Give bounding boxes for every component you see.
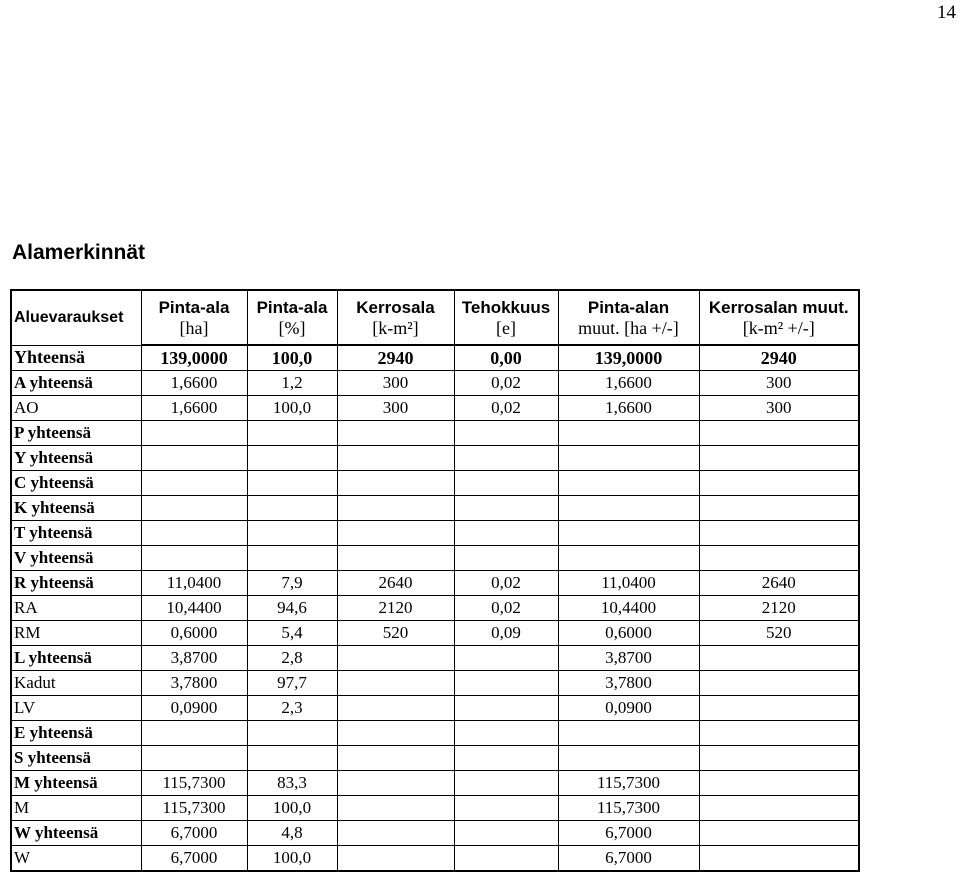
table-cell: 83,3 (247, 771, 337, 796)
table-cell: 520 (699, 621, 859, 646)
table-cell (699, 546, 859, 571)
table-row (11, 546, 859, 571)
table-row (11, 571, 859, 596)
table-cell: 0,0900 (558, 696, 699, 721)
table-cell: 6,7000 (141, 846, 247, 872)
table-cell (337, 746, 454, 771)
table-cell (699, 446, 859, 471)
row-label: E yhteensä (11, 721, 141, 746)
table-cell: 2940 (337, 345, 454, 371)
table-cell (558, 471, 699, 496)
table-cell (558, 521, 699, 546)
table-cell: 3,8700 (558, 646, 699, 671)
table-cell (141, 446, 247, 471)
table-cell (337, 796, 454, 821)
table-cell: 100,0 (247, 796, 337, 821)
table-cell: 520 (337, 621, 454, 646)
table-cell (337, 771, 454, 796)
table-row (11, 846, 859, 872)
table-cell (141, 421, 247, 446)
table-cell (247, 421, 337, 446)
table-cell (454, 521, 558, 546)
table-header (11, 290, 859, 345)
column-unit-ha-change: muut. [ha +/-] (558, 318, 699, 345)
table-cell: 300 (699, 396, 859, 421)
table-cell: 0,00 (454, 345, 558, 371)
table-cell: 11,0400 (558, 571, 699, 596)
table-cell: 11,0400 (141, 571, 247, 596)
table-cell: 115,7300 (141, 771, 247, 796)
table-cell (337, 521, 454, 546)
column-unit-pct: [%] (247, 318, 337, 345)
table-cell (247, 721, 337, 746)
table-row (11, 596, 859, 621)
table-cell (699, 771, 859, 796)
table-cell (141, 521, 247, 546)
table-cell (337, 821, 454, 846)
table-cell (454, 771, 558, 796)
table-cell: 2120 (337, 596, 454, 621)
table-cell: 2940 (699, 345, 859, 371)
table-cell: 2640 (337, 571, 454, 596)
table-cell: 7,9 (247, 571, 337, 596)
row-label: C yhteensä (11, 471, 141, 496)
table-cell: 100,0 (247, 396, 337, 421)
table-cell (454, 421, 558, 446)
row-label: Kadut (11, 671, 141, 696)
table-cell: 1,2 (247, 371, 337, 396)
table-cell (699, 421, 859, 446)
table-cell (699, 796, 859, 821)
table-row (11, 646, 859, 671)
table-row (11, 421, 859, 446)
table-cell: 5,4 (247, 621, 337, 646)
table-row (11, 671, 859, 696)
table-cell (454, 446, 558, 471)
table-cell (699, 721, 859, 746)
table-cell (247, 446, 337, 471)
page-number: 14 (937, 2, 956, 23)
table-cell: 115,7300 (558, 796, 699, 821)
table-cell (247, 521, 337, 546)
table-cell: 0,09 (454, 621, 558, 646)
row-label: M (11, 796, 141, 821)
table-cell (454, 746, 558, 771)
table-cell (454, 496, 558, 521)
table-row (11, 396, 859, 421)
table-cell: 139,0000 (558, 345, 699, 371)
table-cell (699, 496, 859, 521)
table-cell (337, 721, 454, 746)
table-cell: 3,8700 (141, 646, 247, 671)
table-cell (699, 521, 859, 546)
row-label: K yhteensä (11, 496, 141, 521)
table-row (11, 521, 859, 546)
table-cell: 6,7000 (141, 821, 247, 846)
table-cell (558, 496, 699, 521)
table-cell (699, 671, 859, 696)
table-cell: 1,6600 (558, 396, 699, 421)
land-use-table (10, 289, 860, 872)
table-cell (454, 546, 558, 571)
table-row (11, 471, 859, 496)
table-cell (699, 471, 859, 496)
table-cell: 0,0900 (141, 696, 247, 721)
table-cell (558, 421, 699, 446)
row-label: P yhteensä (11, 421, 141, 446)
column-unit-km2: [k-m²] (337, 318, 454, 345)
table-cell: 6,7000 (558, 846, 699, 872)
column-unit-ha: [ha] (141, 318, 247, 345)
table-cell: 300 (699, 371, 859, 396)
header-row (11, 290, 859, 318)
row-label: W yhteensä (11, 821, 141, 846)
table-cell (454, 646, 558, 671)
table-cell: 10,4400 (141, 596, 247, 621)
table-row (11, 771, 859, 796)
table-cell: 2,8 (247, 646, 337, 671)
row-label: Yhteensä (11, 345, 141, 371)
table-cell (699, 696, 859, 721)
table-cell (337, 421, 454, 446)
column-header-pinta-ala-ha: Pinta-ala (141, 290, 247, 318)
table-cell (141, 471, 247, 496)
column-unit-e: [e] (454, 318, 558, 345)
table-cell (247, 546, 337, 571)
row-label: M yhteensä (11, 771, 141, 796)
table-cell: 115,7300 (141, 796, 247, 821)
table-cell (454, 471, 558, 496)
table-row (11, 496, 859, 521)
table-cell (247, 746, 337, 771)
table-cell (454, 846, 558, 872)
table-cell (337, 546, 454, 571)
table-cell: 300 (337, 371, 454, 396)
table-cell (247, 471, 337, 496)
table-cell (141, 721, 247, 746)
table-cell: 0,02 (454, 396, 558, 421)
table-cell (141, 496, 247, 521)
column-header-pinta-ala-pct: Pinta-ala (247, 290, 337, 318)
row-label: A yhteensä (11, 371, 141, 396)
table-row (11, 796, 859, 821)
table-cell (337, 846, 454, 872)
table-cell: 2640 (699, 571, 859, 596)
table-cell: 4,8 (247, 821, 337, 846)
table-row (11, 746, 859, 771)
table-cell: 10,4400 (558, 596, 699, 621)
table-row (11, 821, 859, 846)
table-cell (558, 446, 699, 471)
table-cell: 1,6600 (558, 371, 699, 396)
table-row (11, 446, 859, 471)
table-cell (141, 746, 247, 771)
table-cell (454, 821, 558, 846)
table-cell: 139,0000 (141, 345, 247, 371)
table-cell: 3,7800 (141, 671, 247, 696)
table-body (11, 345, 859, 871)
table-cell: 2,3 (247, 696, 337, 721)
table-row (11, 721, 859, 746)
table-cell (699, 821, 859, 846)
table-cell (454, 796, 558, 821)
table-cell: 100,0 (247, 345, 337, 371)
table-cell: 6,7000 (558, 821, 699, 846)
table-cell (337, 446, 454, 471)
table-cell: 0,6000 (558, 621, 699, 646)
table-cell: 0,6000 (141, 621, 247, 646)
table-row (11, 621, 859, 646)
table-cell (337, 646, 454, 671)
table-cell: 3,7800 (558, 671, 699, 696)
row-label: L yhteensä (11, 646, 141, 671)
table-cell: 0,02 (454, 596, 558, 621)
column-header-kerrosalan-muut: Kerrosalan muut. (699, 290, 859, 318)
column-unit-km2-change: [k-m² +/-] (699, 318, 859, 345)
table-cell (337, 696, 454, 721)
row-label: Y yhteensä (11, 446, 141, 471)
table-cell: 2120 (699, 596, 859, 621)
row-label: T yhteensä (11, 521, 141, 546)
row-label: RA (11, 596, 141, 621)
row-label: RM (11, 621, 141, 646)
table-cell: 1,6600 (141, 396, 247, 421)
table-cell: 1,6600 (141, 371, 247, 396)
table-cell: 300 (337, 396, 454, 421)
table-cell (699, 846, 859, 872)
table-cell (454, 671, 558, 696)
table-cell: 97,7 (247, 671, 337, 696)
table-cell (558, 546, 699, 571)
table-cell: 0,02 (454, 571, 558, 596)
row-label: S yhteensä (11, 746, 141, 771)
table-cell (454, 721, 558, 746)
column-header-pinta-alan-muut: Pinta-alan (558, 290, 699, 318)
table-cell: 100,0 (247, 846, 337, 872)
section-title: Alamerkinnät (12, 241, 146, 264)
table-cell (558, 721, 699, 746)
table-cell (558, 746, 699, 771)
table-cell (454, 696, 558, 721)
table-cell: 0,02 (454, 371, 558, 396)
row-label: V yhteensä (11, 546, 141, 571)
table-cell (337, 471, 454, 496)
table-cell (141, 546, 247, 571)
column-header-kerrosala: Kerrosala (337, 290, 454, 318)
table-cell (699, 746, 859, 771)
table-cell: 115,7300 (558, 771, 699, 796)
row-label: AO (11, 396, 141, 421)
table-row (11, 345, 859, 371)
row-label: W (11, 846, 141, 872)
table-cell (337, 671, 454, 696)
column-header-tehokkuus: Tehokkuus (454, 290, 558, 318)
table-row (11, 371, 859, 396)
column-header-aluevaraukset: Aluevaraukset (11, 290, 141, 345)
table-row (11, 696, 859, 721)
table-cell (337, 496, 454, 521)
table-cell (699, 646, 859, 671)
table-cell (247, 496, 337, 521)
row-label: LV (11, 696, 141, 721)
row-label: R yhteensä (11, 571, 141, 596)
table-cell: 94,6 (247, 596, 337, 621)
